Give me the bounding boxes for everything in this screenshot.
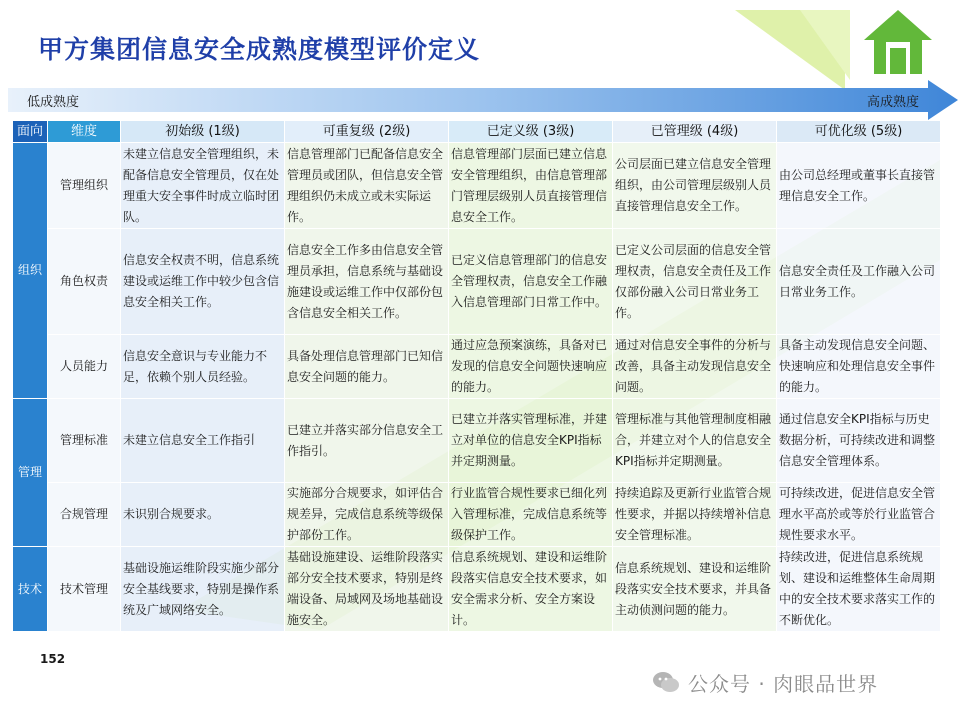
table-cell: 信息管理部门层面已建立信息安全管理组织，由信息管理部门管理层级别人员直接管理信息安全工作。 [449, 143, 613, 229]
table-cell: 实施部分合规要求，如评估合规差异，完成信息系统等级保护部份工作。 [285, 483, 449, 547]
table-cell: 由公司总经理或董事长直接管理信息安全工作。 [777, 143, 941, 229]
table-cell: 信息安全权责不明，信息系统建设或运维工作中较少包含信息安全相关工作。 [121, 229, 285, 335]
header-level-5: 可优化级 (5级) [777, 121, 941, 143]
table-cell: 基础设施运维阶段实施少部分安全基线要求，特别是操作系统及广域网络安全。 [121, 547, 285, 632]
home-icon[interactable] [862, 8, 934, 76]
table-cell: 信息安全工作多由信息安全管理员承担，信息系统与基础设施建设或运维工作中仅部份包含信息安全相关工作。 [285, 229, 449, 335]
page-number: 152 [40, 652, 66, 666]
table-cell: 基础设施建设、运维阶段落实部分安全技术要求，特别是终端设备、局域网及场地基础设施安全。 [285, 547, 449, 632]
table-cell: 管理标准与其他管理制度相融合，并建立对个人的信息安全KPI指标并定期测量。 [613, 399, 777, 483]
dimension-label: 角色权责 [48, 229, 121, 335]
table-cell: 信息管理部门已配备信息安全管理员或团队，但信息安全管理组织仍未成立或未实际运作。 [285, 143, 449, 229]
table-cell: 持续追踪及更新行业监管合规性要求，并据以持续增补信息安全管理标准。 [613, 483, 777, 547]
table-cell: 公司层面已建立信息安全管理组织，由公司管理层级别人员直接管理信息安全工作。 [613, 143, 777, 229]
header-level-4: 已管理级 (4级) [613, 121, 777, 143]
table-cell: 信息安全意识与专业能力不足，依赖个别人员经验。 [121, 335, 285, 399]
dimension-label: 技术管理 [48, 547, 121, 632]
header-aspect: 面向 [13, 121, 48, 143]
table-row [13, 483, 941, 547]
table-cell: 信息系统规划、建设和运维阶段落实信息安全技术要求，如安全需求分析、安全方案设计。 [449, 547, 613, 632]
table-cell: 通过对信息安全事件的分析与改善，具备主动发现信息安全问题。 [613, 335, 777, 399]
watermark: 公众号 · 肉眼品世界 [688, 672, 879, 696]
maturity-scale-arrow [8, 80, 958, 120]
high-maturity-label: 高成熟度 [867, 95, 920, 110]
table-row [13, 547, 941, 632]
table-cell: 已建立并落实管理标准，并建立对单位的信息安全KPI指标并定期测量。 [449, 399, 613, 483]
table-cell: 信息安全责任及工作融入公司日常业务工作。 [777, 229, 941, 335]
table-cell: 未识别合规要求。 [121, 483, 285, 547]
table-row [13, 229, 941, 335]
table-cell: 具备处理信息管理部门已知信息安全问题的能力。 [285, 335, 449, 399]
decorative-triangle [800, 10, 850, 80]
table-cell: 行业监管合规性要求已细化列入管理标准，完成信息系统等级保护工作。 [449, 483, 613, 547]
table-cell: 可持续改进，促进信息安全管理水平高於或等於行业监管合规性要求水平。 [777, 483, 941, 547]
dimension-label: 管理组织 [48, 143, 121, 229]
group-label-technology: 技术 [13, 547, 48, 632]
table-cell: 已定义信息管理部门的信息安全管理权责，信息安全工作融入信息管理部门日常工作中。 [449, 229, 613, 335]
table-cell: 信息系统规划、建设和运维阶段落实安全技术要求，并具备主动侦测问题的能力。 [613, 547, 777, 632]
table-row [13, 143, 941, 229]
table-cell: 持续改进，促进信息系统规划、建设和运维整体生命周期中的安全技术要求落实工作的不断优化。 [777, 547, 941, 632]
dimension-label: 人员能力 [48, 335, 121, 399]
header-level-1: 初始级 (1级) [121, 121, 285, 143]
dimension-label: 管理标准 [48, 399, 121, 483]
header-level-3: 已定义级 (3级) [449, 121, 613, 143]
wechat-icon [652, 670, 680, 694]
table-cell: 已定义公司层面的信息安全管理权责，信息安全责任及工作仅部份融入公司日常业务工作。 [613, 229, 777, 335]
low-maturity-label: 低成熟度 [27, 95, 80, 110]
dimension-label: 合规管理 [48, 483, 121, 547]
table-cell: 通过应急预案演练，具备对已发现的信息安全问题快速响应的能力。 [449, 335, 613, 399]
group-label-management: 管理 [13, 399, 48, 547]
header-dimension: 维度 [48, 121, 121, 143]
page-title: 甲方集团信息安全成熟度模型评价定义 [38, 35, 481, 64]
maturity-matrix-table [12, 120, 941, 632]
table-cell: 通过信息安全KPI指标与历史数据分析，可持续改进和调整信息安全管理体系。 [777, 399, 941, 483]
table-row [13, 399, 941, 483]
table-cell: 具备主动发现信息安全问题、快速响应和处理信息安全事件的能力。 [777, 335, 941, 399]
table-cell: 已建立并落实部分信息安全工作指引。 [285, 399, 449, 483]
table-cell: 未建立信息安全管理组织，未配备信息安全管理员，仅在处理重大安全事件时成立临时团队。 [121, 143, 285, 229]
header-level-2: 可重复级 (2级) [285, 121, 449, 143]
table-cell: 未建立信息安全工作指引 [121, 399, 285, 483]
group-label-organization: 组织 [13, 143, 48, 399]
table-row [13, 335, 941, 399]
header-row [13, 121, 941, 143]
